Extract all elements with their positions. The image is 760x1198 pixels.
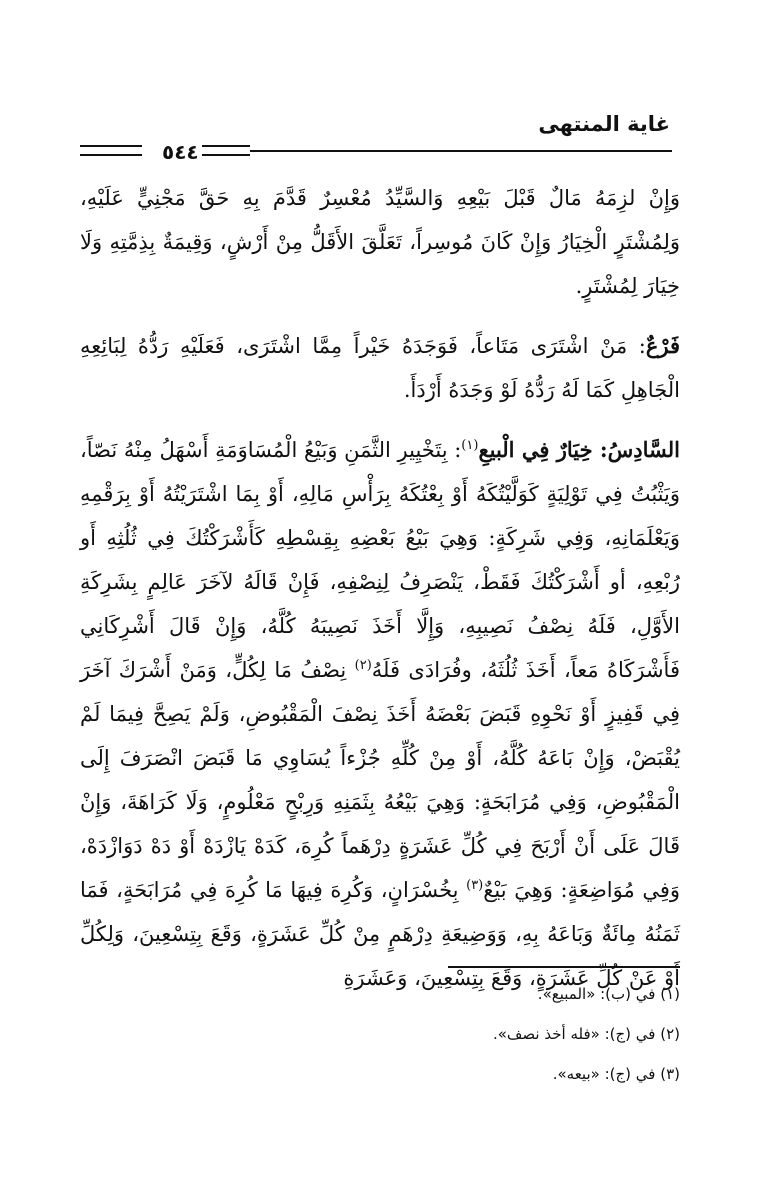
paragraph-text: : بِتَخْيِيرِ الثَّمَنِ وَبَيْعُ الْمُسَاوَمَةِ أَسْهَلُ مِنْهُ نَصّاً، وَيَثْبُتُ فِي تَوْلِيَةٍ كَوَلَّيْتُكَهُ أَوْ بِعْتُكَهُ بِرَأْسِ مَالِهِ، أَوْ بِمَا اشْتَرَيْتُهُ أَوْ بِرَقْمِهِ وَيَعْلَمَانِهِ، وَفِي شَرِكَةٍ: وَهِيَ بَيْعُ بَعْضِهِ بِقِسْطِهِ كَأَشْرَكْتُكَ فِي ثُلُثِهِ أَو رُبْعِهِ، أو أَشْرَكْتُكَ فَقَطْ، يَنْصَرِفُ لِنِصْفِهِ، فَإِنْ قَالَهُ لآخَرَ عَالِمٍ بِشَرِكَةِ الأَوَّلِ، فَلَهُ نِصْفُ نَصِيبِهِ، وَإِلَّا أَخَذَ نَصِيبَهُ كُلَّهُ، وَإِنْ قَالَ أَشْرِكَانِي فَأَشْرَكَاهُ مَعاً، أَخَذَ ثُلُثَهُ، وفُرَادَى فَلَهُ	[80, 438, 680, 682]
footnote: (٣) في (ج): «بيعه».	[552, 1065, 680, 1083]
double-rule-right	[202, 145, 250, 156]
paragraph-text: بِخُسْرَانٍ، وَكُرِهَ فِيهَا مَا كُرِهَ فِي مُرَابَحَةٍ، فَمَا ثَمَنُهُ مِائَةٌ وَبَاعَهُ بِهِ، وَوَضِيعَةِ دِرْهَمٍ مِنْ كُلِّ عَشَرَةٍ، وَقَعَ بِتِسْعِينَ، وَلِكُلِّ أَوْ عَنْ كُلِّ عَشَرَةٍ، وَقَعَ بِتِسْعِينَ، وَعَشَرَةِ	[80, 878, 680, 990]
section-lead: السَّادِسُ: خِيَارٌ فِي الْبيعِ	[478, 437, 680, 462]
footnote-ref[interactable]: (٢)	[354, 658, 372, 673]
footnote-ref[interactable]: (٣)	[466, 878, 484, 893]
footnotes	[80, 974, 680, 1094]
paragraph-text: وَإِنْ لزِمَهُ مَالٌ قَبْلَ بَيْعِهِ وَالسَّيِّدُ مُعْسِرٌ قَدَّمَ بِهِ حَقَّ مَجْنِيٍّ عَلَيْهِ، وَلِمُشْتَرٍ الْخِيَارُ وَإِنْ كَانَ مُوسِراً، تَعَلَّقَ الأَقَلُّ مِنْ أَرْشٍ، وَقِيمَةٌ بِذِمَّتِهِ وَلَا خِيَارَ لِمُشْتَرٍ.	[80, 186, 680, 298]
main-text	[80, 176, 680, 1000]
section-lead: فَرْعٌ	[645, 333, 680, 358]
running-title: غاية المنتهى	[538, 112, 670, 136]
paragraph	[80, 176, 680, 308]
page-number-ornament	[80, 138, 250, 162]
double-rule-left	[80, 145, 142, 156]
footnote: (١) في (ب): «المبيع».	[537, 985, 680, 1003]
paragraph-text: : مَنْ اشْتَرَى مَتَاعاً، فَوَجَدَهُ خَيْراً مِمَّا اشْتَرَى، فَعَلَيْهِ رَدُّهُ لِبَائِعِهِ الْجَاهِلِ كَمَا لَهُ رَدُّهُ لَوْ وَجَدَهُ أَرْدَأَ.	[80, 334, 680, 402]
paragraph	[80, 428, 680, 1000]
paragraph	[80, 324, 680, 412]
page-number: ٥٤٤	[162, 140, 199, 164]
paragraph-text: نِصْفُ مَا لِكُلٍّ، وَمَنْ أَشْرَكَ آخَرَ فِي قَفِيزٍ أَوْ نَحْوِهِ قَبَضَ بَعْضَهُ أَخَذَ نِصْفَ الْمَقْبُوضِ، وَلَمْ يَصِحَّ فِيمَا لَمْ يُقْبَضْ، وَإِنْ بَاعَهُ كُلَّهُ، أَوْ مِنْ كُلِّهِ جُزْءاً يُسَاوِي مَا قَبَضَ انْصَرَفَ إِلَى الْمَقْبُوضِ، وَفِي مُرَابَحَةٍ: وَهِيَ بَيْعُهُ بِثَمَنِهِ وَرِبْحٍ مَعْلُومٍ، وَلَا كَرَاهَةَ، وَإِنْ قَالَ عَلَى أَنْ أَرْبَحَ فِي كُلِّ عَشَرَةٍ دِرْهَماً كُرِهَ، كَدَهْ يَازْدَهْ أَوْ دَهْ دَوَازْدَهْ، وَفِي مُوَاضِعَةٍ: وَهِيَ بَيْعٌ	[80, 658, 680, 902]
footnote: (٢) في (ج): «فله أخذ نصف».	[492, 1025, 680, 1043]
footnote-ref[interactable]: (١)	[461, 438, 479, 453]
footnote-rule	[448, 966, 680, 968]
